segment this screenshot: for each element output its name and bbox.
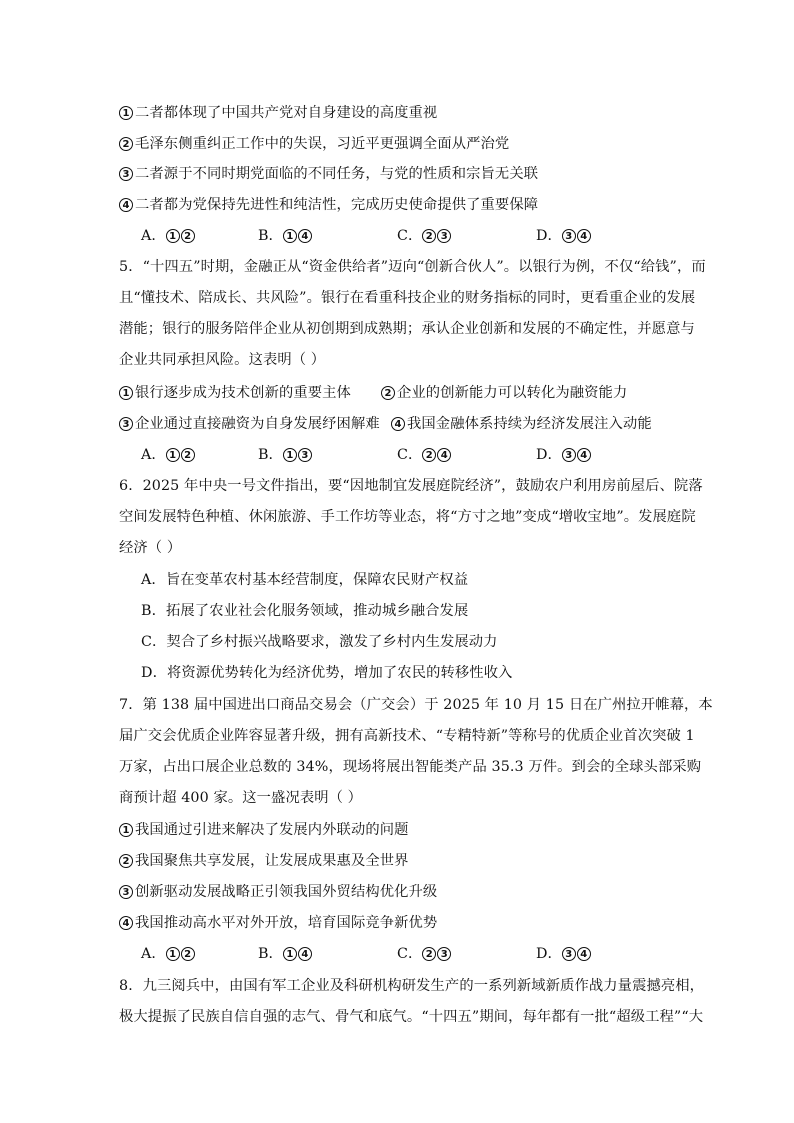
- option-label: A．: [141, 447, 166, 463]
- q6-choice-a[interactable]: A．旨在变革农村基本经营制度，保障农民财产权益: [141, 572, 469, 588]
- q7-statement-1: [119, 820, 409, 840]
- q4-option-a[interactable]: [141, 226, 196, 246]
- circled-number: 2: [422, 947, 436, 961]
- q7-stem-line-1: 7．第 138 届中国进出口商品交易会（广交会）于 2025 年 10 月 15 日在广州拉开帷幕，本: [119, 697, 713, 713]
- q6-stem-line-2: 空间发展特色种植、休闲旅游、手工作坊等业态，将“方寸之地”变成“增收宝地”。发展庭院: [119, 509, 696, 525]
- circled-number: 4: [119, 198, 133, 212]
- q5-stem-line-2: 且“懂技术、陪成长、共风险”。银行在看重科技企业的财务指标的同时，更看重企业的发展: [119, 290, 696, 306]
- statement-text: 银行逐步成为技术创新的重要主体: [135, 385, 351, 401]
- circled-number: 3: [119, 417, 133, 431]
- option-label: C．: [397, 946, 423, 962]
- circled-number: 3: [437, 947, 451, 961]
- circled-number: 2: [381, 386, 395, 400]
- q5-statement-1: [119, 383, 351, 403]
- circled-number: 3: [562, 947, 576, 961]
- circled-number: 1: [166, 229, 180, 243]
- circled-number: 1: [119, 106, 133, 120]
- q4-option-b[interactable]: [258, 226, 313, 246]
- q8-stem-line-1: 8．九三阅兵中，由国有军工企业及科研机构研发生产的一系列新域新质作战力量震撼亮相，: [119, 978, 705, 994]
- q5-statement-3: [119, 414, 380, 434]
- q7-option-b[interactable]: [258, 944, 313, 964]
- option-label: B．: [258, 228, 283, 244]
- option-label: C．: [397, 447, 423, 463]
- q7-statement-3: [119, 882, 437, 902]
- q7-statement-2: [119, 851, 409, 871]
- option-label: B．: [258, 946, 283, 962]
- circled-number: 2: [422, 448, 436, 462]
- q7-option-a[interactable]: [141, 944, 196, 964]
- circled-number: 3: [562, 229, 576, 243]
- q4-statement-4: [119, 195, 538, 215]
- circled-number: 1: [283, 448, 297, 462]
- option-label: A．: [141, 228, 166, 244]
- circled-number: 2: [181, 947, 195, 961]
- statement-text: 企业通过直接融资为自身发展纾困解难: [135, 416, 380, 432]
- circled-number: 4: [119, 916, 133, 930]
- option-label: A．: [141, 946, 166, 962]
- circled-number: 4: [577, 947, 591, 961]
- circled-number: 4: [298, 229, 312, 243]
- circled-number: 1: [283, 229, 297, 243]
- q6-choice-d[interactable]: D．将资源优势转化为经济优势，增加了农民的转移性收入: [141, 665, 513, 681]
- q4-option-c[interactable]: [397, 226, 452, 246]
- q5-statement-4: [391, 414, 652, 434]
- q5-option-d[interactable]: [536, 445, 592, 465]
- statement-text: 二者都体现了中国共产党对自身建设的高度重视: [135, 105, 438, 121]
- q7-option-d[interactable]: [536, 944, 592, 964]
- q7-stem-line-4: 商预计超 400 家。这一盛况表明（ ）: [119, 790, 363, 806]
- circled-number: 4: [298, 947, 312, 961]
- q5-option-b[interactable]: [258, 445, 313, 465]
- circled-number: 1: [166, 947, 180, 961]
- circled-number: 2: [119, 854, 133, 868]
- q6-choice-c[interactable]: C．契合了乡村振兴战略要求，激发了乡村内生发展动力: [141, 634, 498, 650]
- circled-number: 4: [391, 417, 405, 431]
- q5-option-c[interactable]: [397, 445, 452, 465]
- circled-number: 2: [181, 229, 195, 243]
- circled-number: 2: [181, 448, 195, 462]
- option-label: D．: [536, 228, 562, 244]
- q5-statement-2: [381, 383, 627, 403]
- q8-stem-line-2: 极大提振了民族自信自强的志气、骨气和底气。“十四五”期间，每年都有一批“超级工程”“大: [119, 1009, 704, 1025]
- statement-text: 企业的创新能力可以转化为融资能力: [397, 385, 628, 401]
- option-label: D．: [536, 447, 562, 463]
- statement-text: 创新驱动发展战略正引领我国外贸结构优化升级: [135, 884, 438, 900]
- statement-text: 二者都为党保持先进性和纯洁性，完成历史使命提供了重要保障: [135, 197, 539, 213]
- q5-option-a[interactable]: [141, 445, 196, 465]
- circled-number: 1: [119, 386, 133, 400]
- option-label: D．: [536, 946, 562, 962]
- q7-statement-4: [119, 913, 437, 933]
- q4-option-d[interactable]: [536, 226, 592, 246]
- statement-text: 我国金融体系持续为经济发展注入动能: [407, 416, 652, 432]
- q6-choice-b[interactable]: B．拓展了农业社会化服务领域，推动城乡融合发展: [141, 603, 469, 619]
- circled-number: 3: [562, 448, 576, 462]
- statement-text: 我国聚焦共享发展，让发展成果惠及全世界: [135, 853, 409, 869]
- statement-text: 我国通过引进来解决了发展内外联动的问题: [135, 822, 409, 838]
- statement-text: 二者源于不同时期党面临的不同任务，与党的性质和宗旨无关联: [135, 166, 539, 182]
- statement-text: 毛泽东侧重纠正工作中的失误，习近平更强调全面从严治党: [135, 136, 510, 152]
- circled-number: 1: [166, 448, 180, 462]
- circled-number: 3: [119, 885, 133, 899]
- q4-statement-1: [119, 103, 437, 123]
- circled-number: 3: [437, 229, 451, 243]
- circled-number: 4: [437, 448, 451, 462]
- q4-statement-3: [119, 164, 538, 184]
- circled-number: 1: [283, 947, 297, 961]
- q6-stem-line-1: 6．2025 年中央一号文件指出，要“因地制宜发展庭院经济”，鼓励农户利用房前屋后、院落: [119, 478, 703, 494]
- circled-number: 4: [577, 448, 591, 462]
- circled-number: 2: [422, 229, 436, 243]
- circled-number: 3: [119, 167, 133, 181]
- q7-stem-line-3: 万家，占出口展企业总数的 34%，现场将展出智能类产品 35.3 万件。到会的全球头部采购: [119, 759, 702, 775]
- q5-stem-line-3: 潜能；银行的服务陪伴企业从初创期到成熟期；承认企业创新和发展的不确定性，并愿意与: [119, 321, 695, 337]
- q7-option-c[interactable]: [397, 944, 452, 964]
- circled-number: 2: [119, 137, 133, 151]
- option-label: B．: [258, 447, 283, 463]
- circled-number: 1: [119, 823, 133, 837]
- q4-statement-2: [119, 134, 509, 154]
- option-label: C．: [397, 228, 423, 244]
- statement-text: 我国推动高水平对外开放，培育国际竞争新优势: [135, 915, 438, 931]
- q7-stem-line-2: 届广交会优质企业阵容显著升级，拥有高新技术、“专精特新”等称号的优质企业首次突破 1: [119, 728, 695, 744]
- q5-stem-line-4: 企业共同承担风险。这表明（ ）: [119, 352, 326, 368]
- circled-number: 3: [298, 448, 312, 462]
- q6-stem-line-3: 经济（ ）: [119, 540, 182, 556]
- circled-number: 4: [577, 229, 591, 243]
- q5-stem-line-1: 5．“十四五”时期，金融正从“资金供给者”迈向“创新合伙人”。以银行为例，不仅“给钱”，而: [119, 259, 706, 275]
